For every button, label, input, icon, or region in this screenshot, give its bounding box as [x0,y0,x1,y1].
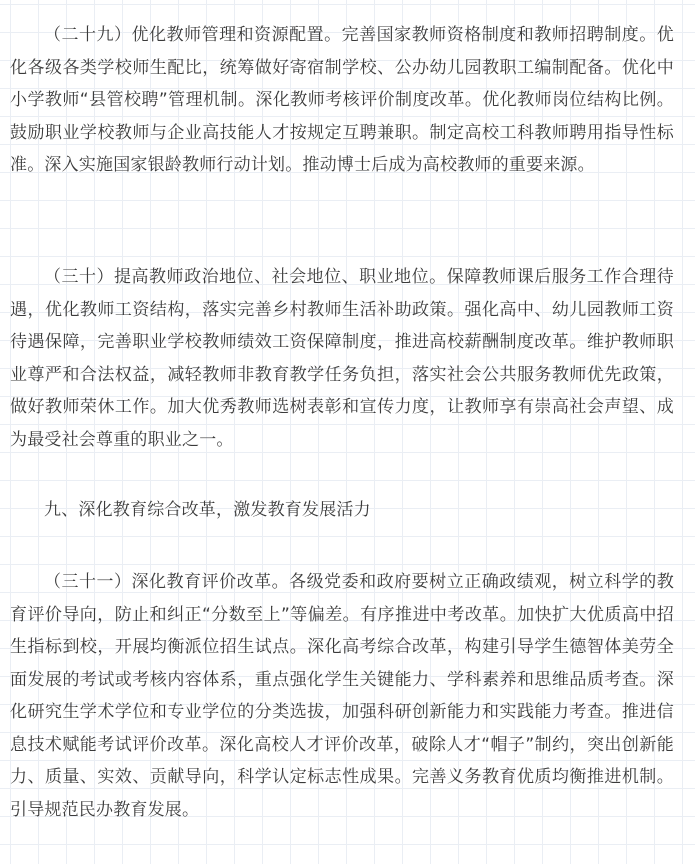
paragraph-item-30: （三十）提高教师政治地位、社会地位、职业地位。保障教师课后服务工作合理待遇，优化教师工资结构，落实完善乡村教师生活补助政策。强化高中、幼儿园教师工资待遇保障，完善职业学校教师绩效工资保障制度，推进高校薪酬制度改革。维护教师职业尊严和合法权益，减轻教师非教育教学任务负担，落实社会公共服务教师优先政策，做好教师荣休工作。加大优秀教师选树表彰和宣传力度，让教师享有崇高社会声望、成为最受社会尊重的职业之一。 [10,267,674,450]
paragraph-item-29: （二十九）优化教师管理和资源配置。完善国家教师资格制度和教师招聘制度。优化各级各类学校师生配比，统筹做好寄宿制学校、公办幼儿园教职工编制配备。优化中小学教师“县管校聘”管理机制。深化教师考核评价制度改革。优化教师岗位结构比例。鼓励职业学校教师与企业高技能人才按规定互聘兼职。制定高校工科教师聘用指导性标准。深入实施国家银龄教师行动计划。推动博士后成为高校教师的重要来源。 [10,25,674,175]
section-heading-9: 九、深化教育综合改革，激发教育发展活力 [44,500,371,520]
paragraph-item-31: （三十一）深化教育评价改革。各级党委和政府要树立正确政绩观，树立科学的教育评价导向，防止和纠正“分数至上”等偏差。有序推进中考改革。加快扩大优质高中招生指标到校，开展均衡派位招生试点。深化高考综合改革，构建引导学生德智体美劳全面发展的考试或考核内容体系，重点强化学生关键能力、学科素养和思维品质考查。深化研究生学术学位和专业学位的分类选拔，加强科研创新能力和实践能力考查。推进信息技术赋能考试评价改革。深化高校人才评价改革，破除人才“帽子”制约，突出创新能力、质量、实效、贡献导向，科学认定标志性成果。完善义务教育优质均衡推进机制。引导规范民办教育发展。 [10,572,674,820]
